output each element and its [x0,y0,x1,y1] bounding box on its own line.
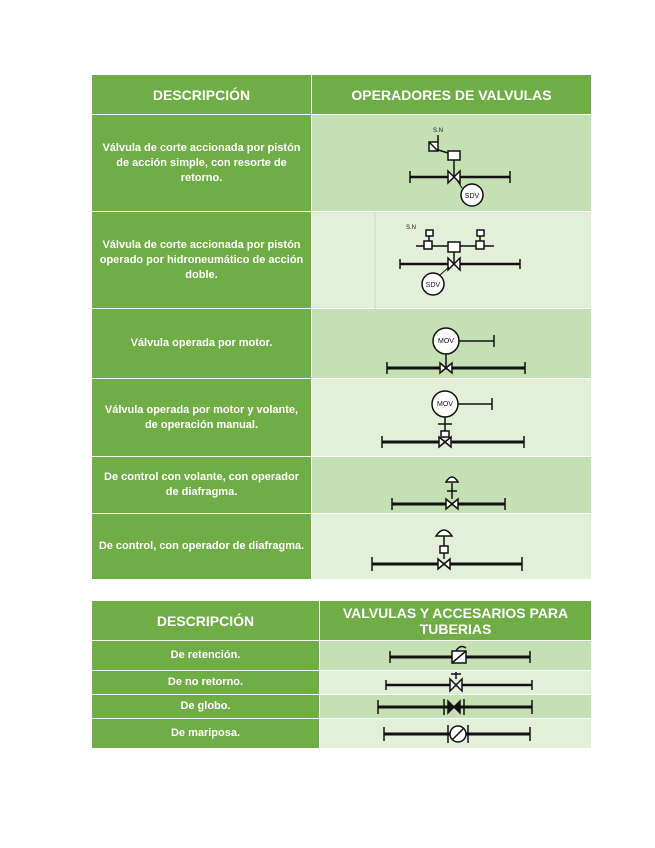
mov-tag: MOV [437,401,453,408]
valves-fittings-table [91,600,592,749]
row-description: De no retorno. [92,671,320,695]
mov-tag: MOV [438,338,454,345]
check-valve-symbol [320,641,592,671]
piston-single-acting-valve-symbol [312,115,592,212]
motor-operated-valve-symbol [312,309,592,379]
valve-operators-table [91,74,592,580]
control-valve-diaphragm-symbol [312,514,592,580]
row-description: Válvula de corte accionada por pistón de acción simple, con resorte de retorno. [92,115,312,212]
row-description: Válvula operada por motor y volante, de operación manual. [92,379,312,457]
sdv-tag: SDV [464,193,480,200]
row-description: Válvula operada por motor. [92,309,312,379]
control-valve-handwheel-diaphragm-symbol [312,457,592,514]
butterfly-valve-symbol [320,719,592,749]
row-description: De retención. [92,641,320,671]
sn-label: S.N [406,225,417,231]
row-description: De control con volante, con operador de diafragma. [92,457,312,514]
row-description: De control, con operador de diafragma. [92,514,312,580]
row-description: De globo. [92,695,320,719]
row-description: De mariposa. [92,719,320,749]
row-description: Válvula de corte accionada por pistón operado por hidroneumático de acción doble. [92,212,312,309]
header-description: DESCRIPCIÓN [92,75,312,115]
globe-valve-symbol [320,695,592,719]
sdv-tag: SDV [425,282,441,289]
header-valve-operators: OPERADORES DE VALVULAS [312,75,592,115]
piston-double-acting-valve-symbol [312,212,592,309]
header-valves-fittings: VALVULAS Y ACCESARIOS PARA TUBERIAS [320,601,592,641]
sn-label: S.N [433,128,444,134]
motor-handwheel-valve-symbol [312,379,592,457]
non-return-valve-symbol [320,671,592,695]
header-description: DESCRIPCIÓN [92,601,320,641]
